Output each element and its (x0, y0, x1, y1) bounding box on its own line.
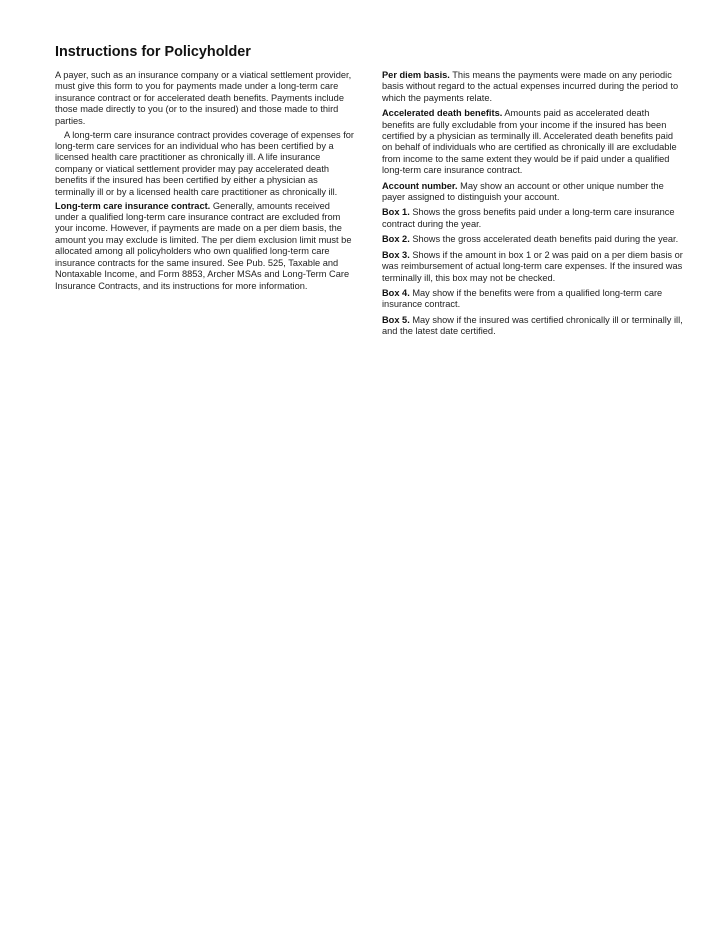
box2-section (382, 234, 684, 245)
box2-text: Shows the gross accelerated death benefits paid during the year. (409, 234, 679, 245)
box5-heading: Box 5. (382, 314, 410, 325)
ltc-contract-text: Generally, amounts received under a qualified long-term care insurance contract are excluded from your income. However, if payments are made on a per diem basis, the amount you may exclude is limited. The per diem exclusion limit must be allocated among all policyholders who own qualified long-term care insurance contracts for the same insured. See Pub. 525, Taxable and Nontaxable Income, and Form 8853, Archer MSAs and Long-Term Care Insurance Contracts, and its instructions for more information. (55, 200, 352, 291)
account-number-section (382, 181, 684, 204)
box1-text: Shows the gross benefits paid under a long-term care insurance contract during the year. (382, 207, 675, 229)
accelerated-benefits-text: Amounts paid as accelerated death benefits are fully excludable from your income if the insured has been certified by a physician as terminally ill. Accelerated death benefits paid on behalf of individuals who are certified as chronically ill are excludable from income to the same extent they would be if paid under a qualified long-term care insurance contract. (382, 108, 677, 176)
accelerated-benefits-section (382, 108, 684, 176)
box3-section (382, 250, 684, 284)
box1-heading: Box 1. (382, 207, 410, 218)
intro-paragraph: A payer, such as an insurance company or a viatical settlement provider, must give this form to you for payments made under a long-term care insurance contract or for accelerated death benefits. Payments include those made directly to you (or to the insured) and those made to third parties. (55, 70, 352, 126)
ltc-contract-section (55, 201, 355, 292)
ltc-contract-heading: Long-term care insurance contract. (55, 200, 211, 211)
box4-section (382, 288, 684, 311)
account-number-heading: Account number. (382, 180, 458, 191)
account-number-text: May show an account or other unique number the payer assigned to distinguish your account. (382, 180, 664, 203)
per-diem-section (382, 70, 684, 104)
box2-heading: Box 2. (382, 234, 410, 245)
box4-text: May show if the benefits were from a qualified long-term care insurance contract. (382, 287, 663, 310)
left-column (55, 70, 355, 295)
right-column (382, 70, 684, 342)
ltc-contract-description-paragraph: A long-term care insurance contract provides coverage of expenses for long-term care services for an individual who has been certified by a licensed health care practitioner as chronically ill. A life insurance company or viatical settlement provider may pay accelerated death benefits if the insured has been certified by either a physician as terminally ill or by a licensed health care practitioner as chronically ill. (55, 129, 354, 197)
box3-heading: Box 3. (382, 249, 410, 260)
box1-section (382, 207, 684, 230)
box3-text: Shows if the amount in box 1 or 2 was paid on a per diem basis or was reimbursement of actual long-term care expenses. If the insured was terminally ill, this box may not be checked. (382, 249, 683, 283)
accelerated-benefits-heading: Accelerated death benefits. (382, 108, 503, 119)
box4-heading: Box 4. (382, 287, 410, 298)
per-diem-text: This means the payments were made on any periodic basis without regard to the actual expenses incurred during the period to which the payments relate. (382, 70, 679, 103)
box5-section (382, 315, 684, 338)
per-diem-heading: Per diem basis. (382, 70, 450, 80)
box5-text: May show if the insured was certified chronically ill or terminally ill, and the latest date certified. (382, 314, 683, 337)
page-title: Instructions for Policyholder (55, 44, 251, 60)
